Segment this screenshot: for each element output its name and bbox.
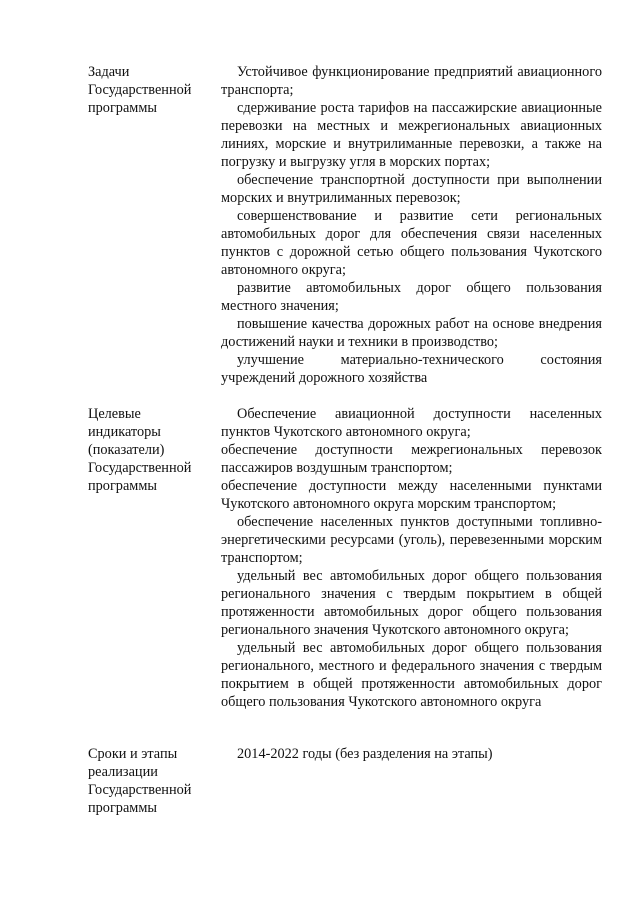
paragraph: совершенствование и развитие сети региональных автомобильных дорог для обеспечения связи населенных пунктов с дорожной сетью общего пользования Чукотского автономного округа; <box>221 208 602 278</box>
label-line: программы <box>88 478 158 494</box>
paragraph: улучшение материально-технического состояния учреждений дорожного хозяйства <box>221 352 602 386</box>
paragraph: Устойчивое функционирование предприятий авиационного транспорта; <box>221 64 602 98</box>
paragraph: развитие автомобильных дорог общего пользования местного значения; <box>221 280 602 314</box>
paragraph: Обеспечение авиационной доступности населенных пунктов Чукотского автономного округа; <box>221 406 602 440</box>
label-line: Сроки и этапы <box>88 746 178 762</box>
label-line: Целевые <box>88 406 141 422</box>
label-line: программы <box>88 800 158 816</box>
label-line: индикаторы <box>88 424 161 440</box>
paragraph: обеспечение транспортной доступности при выполнении морских и внутрилиманных перевозок; <box>221 172 602 206</box>
paragraph: повышение качества дорожных работ на основе внедрения достижений науки и техники в производство; <box>221 316 602 350</box>
section-content-indicators <box>221 405 602 711</box>
section-label-indicators <box>88 405 213 495</box>
paragraph: обеспечение доступности межрегиональных перевозок пассажиров воздушным транспортом; <box>221 442 602 476</box>
paragraph: удельный вес автомобильных дорог общего пользования регионального значения с твердым покрытием в общей протяженности автомобильных дорог общего пользования регионального значения Чукотского автономного округа; <box>221 568 602 638</box>
label-line: программы <box>88 100 158 116</box>
section-content-tasks <box>221 63 602 387</box>
section-label-tasks <box>88 63 213 117</box>
paragraph: обеспечение доступности между населенными пунктами Чукотского автономного округа морским транспортом; <box>221 478 602 512</box>
paragraph: сдерживание роста тарифов на пассажирские авиационные перевозки на местных и межрегиональных авиационных линиях, морские и внутрилиманные перевозки, а также на погрузку и выгрузку угля в морских портах; <box>221 100 602 170</box>
paragraph: 2014-2022 годы (без разделения на этапы) <box>237 746 493 762</box>
label-line: Государственной <box>88 460 192 476</box>
paragraph: обеспечение населенных пунктов доступными топливно-энергетическими ресурсами (уголь), перевезенными морским транспортом; <box>221 514 602 566</box>
paragraph: удельный вес автомобильных дорог общего пользования регионального, местного и федерального значения с твердым покрытием в общей протяженности автомобильных дорог общего пользования Чукотского автономного округа <box>221 640 602 710</box>
label-line: Государственной <box>88 82 192 98</box>
label-line: реализации <box>88 764 158 780</box>
label-line: (показатели) <box>88 442 165 458</box>
label-line: Задачи <box>88 64 130 80</box>
section-label-terms <box>88 745 213 817</box>
section-content-terms <box>221 745 602 763</box>
label-line: Государственной <box>88 782 192 798</box>
